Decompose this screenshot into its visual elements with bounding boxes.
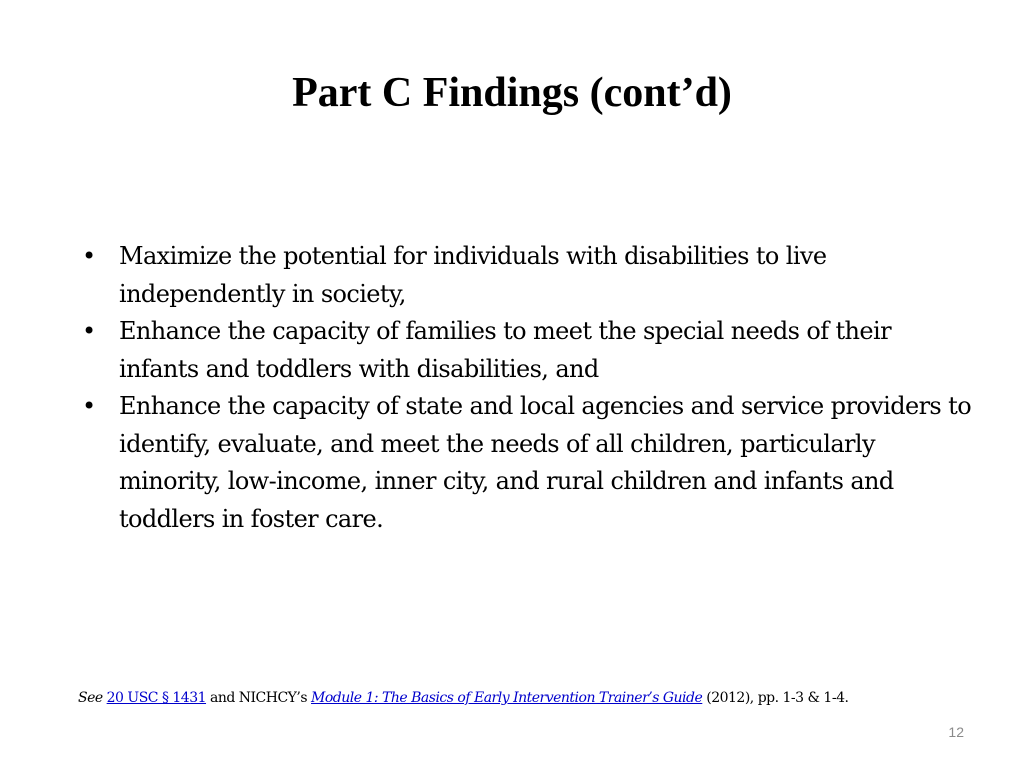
- citation-tail: (2012), pp. 1-3 & 1-4.: [706, 690, 849, 706]
- page-number: 12: [948, 724, 964, 740]
- usc-link[interactable]: 20 USC § 1431: [106, 690, 207, 706]
- citation: [78, 688, 978, 708]
- bullet-item-3: [76, 388, 976, 538]
- slide-title: Part C Findings (cont’d): [292, 70, 732, 116]
- trainers-guide-link[interactable]: Module 1: The Basics of Early Intervention Trainer’s Guide: [311, 690, 703, 706]
- bullet-icon: •: [82, 242, 96, 270]
- bullet-icon: •: [82, 392, 96, 420]
- bullet-list: [76, 238, 976, 538]
- bullet-text: Enhance the capacity of state and local agencies and service providers to identify, evaluate, and meet the needs of all children, particularly minority, low-income, inner city, and rural children and infants and toddlers in foster care.: [119, 392, 972, 533]
- citation-see: See: [78, 690, 103, 706]
- citation-middle: and NICHCY’s: [209, 690, 308, 706]
- bullet-icon: •: [82, 317, 96, 345]
- bullet-text: Enhance the capacity of families to meet the special needs of their infants and toddlers with disabilities, and: [119, 317, 891, 383]
- bullet-item-2: [76, 313, 976, 388]
- bullet-text: Maximize the potential for individuals with disabilities to live independently in society,: [119, 242, 827, 308]
- bullet-item-1: [76, 238, 976, 313]
